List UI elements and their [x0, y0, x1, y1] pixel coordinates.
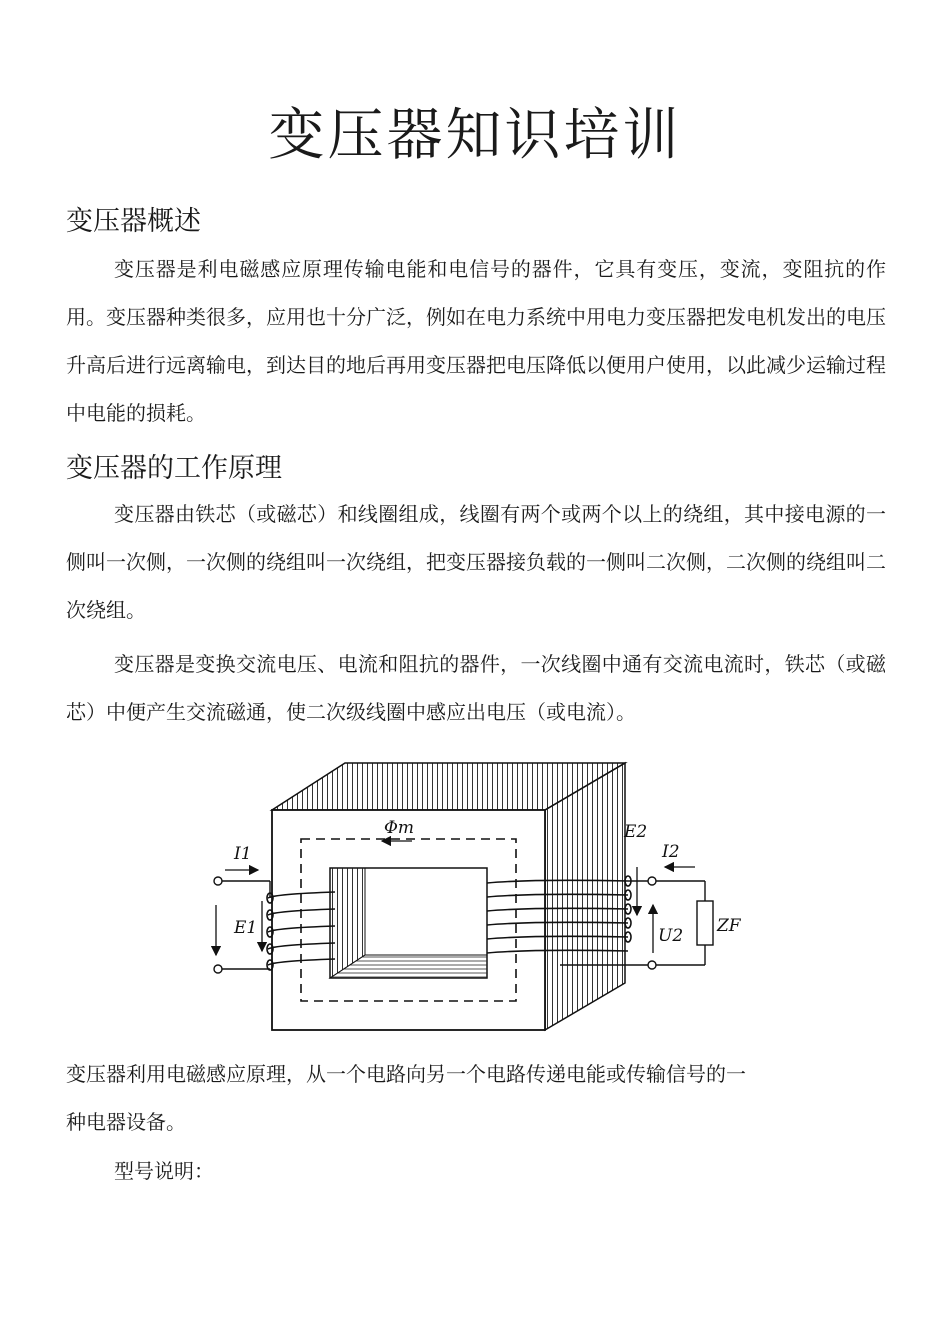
caption-line-1: 变压器利用电磁感应原理，从一个电路向另一个电路传递电能或传输信号的一 — [66, 1062, 746, 1086]
label-u2: U2 — [658, 926, 684, 946]
label-i2: I2 — [662, 842, 680, 862]
model-description-label: 型号说明： — [114, 1159, 214, 1183]
paragraph-overview: 变压器是利电磁感应原理传输电能和电信号的器件，它具有变压，变流，变阻抗的作用。变压器种类很多，应用也十分广泛，例如在电力系统中用电力变压器把发电机发出的电压升高后进行远离输电，到达目的地后再用变压器把电压降低以便用户使用，以此减少运输过程中电能的损耗。 — [66, 257, 886, 425]
primary-terminal-top — [214, 877, 222, 885]
secondary-terminal-bottom — [648, 961, 656, 969]
paragraph-principle-2: 变压器是变换交流电压、电流和阻抗的器件，一次线圈中通有交流电流时，铁芯（或磁芯）中便产生交流磁通，使二次级线圈中感应出电压（或电流）。 — [66, 652, 886, 724]
section-heading-principle: 变压器的工作原理 — [66, 453, 282, 484]
caption-line-2: 种电器设备。 — [66, 1110, 186, 1134]
transformer-diagram — [200, 755, 750, 1040]
label-zf: ZF — [717, 916, 741, 936]
paragraph-principle-1: 变压器由铁芯（或磁芯）和线圈组成，线圈有两个或两个以上的绕组，其中接电源的一侧叫一次侧，一次侧的绕组叫一次绕组，把变压器接负载的一侧叫二次侧，二次侧的绕组叫二次绕组。 — [66, 502, 886, 622]
label-e1: E1 — [234, 918, 258, 938]
label-e2: E2 — [624, 822, 648, 842]
primary-terminal-bottom — [214, 965, 222, 973]
label-i1: I1 — [234, 844, 252, 864]
load-impedance — [697, 901, 713, 945]
transformer-diagram-svg — [200, 755, 750, 1040]
label-flux: Φm — [384, 818, 415, 838]
core-side-face — [545, 763, 625, 1030]
secondary-terminal-top — [648, 877, 656, 885]
page-title: 变压器知识培训 — [268, 103, 682, 168]
section-heading-overview: 变压器概述 — [66, 206, 201, 237]
